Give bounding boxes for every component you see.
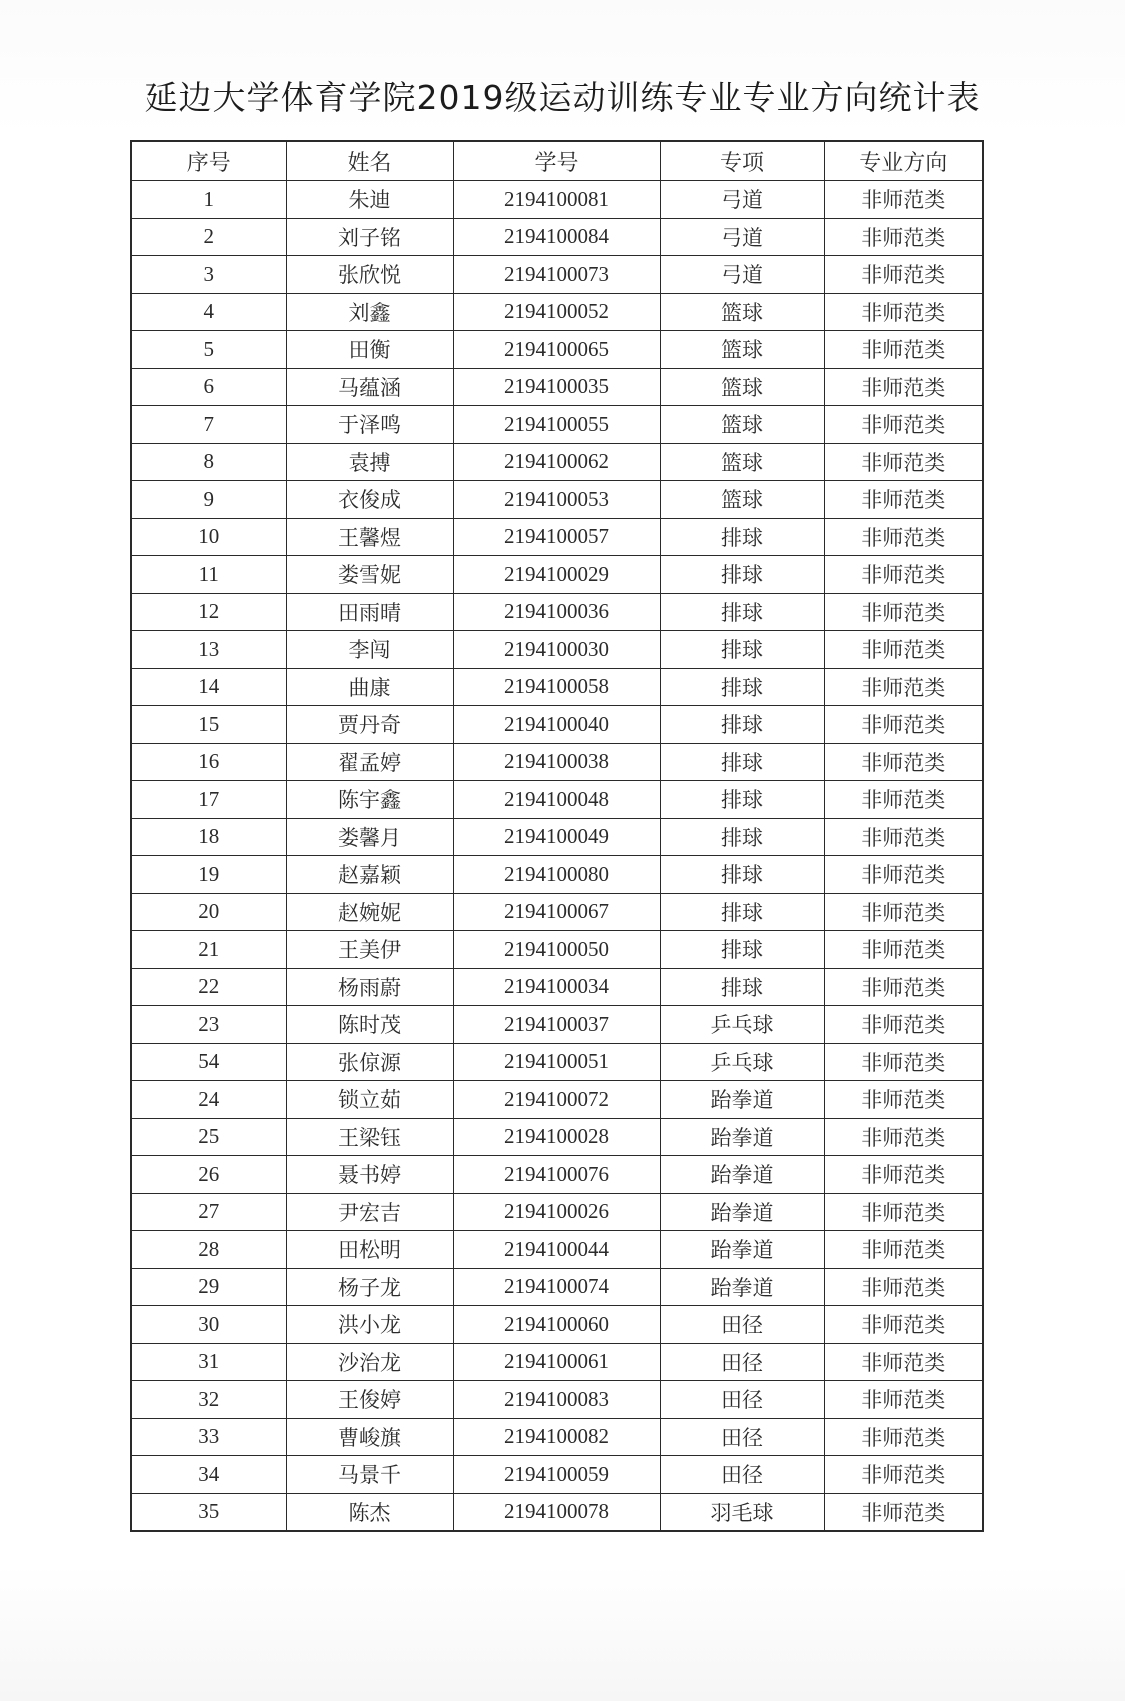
cell-student-id: 2194100083 [453, 1381, 660, 1419]
cell-index: 15 [131, 706, 286, 744]
table-row [131, 518, 983, 556]
cell-specialty: 弓道 [660, 256, 824, 294]
table-row [131, 1118, 983, 1156]
cell-index: 14 [131, 668, 286, 706]
header-student-id: 学号 [453, 141, 660, 181]
cell-name: 赵婉妮 [286, 893, 453, 931]
cell-name: 王梁钰 [286, 1118, 453, 1156]
cell-specialty: 田径 [660, 1381, 824, 1419]
cell-index: 18 [131, 818, 286, 856]
cell-specialty: 田径 [660, 1456, 824, 1494]
cell-index: 29 [131, 1268, 286, 1306]
cell-index: 31 [131, 1343, 286, 1381]
table-row [131, 1043, 983, 1081]
cell-direction: 非师范类 [824, 781, 983, 819]
cell-name: 袁搏 [286, 443, 453, 481]
cell-index: 4 [131, 293, 286, 331]
cell-direction: 非师范类 [824, 1006, 983, 1044]
cell-name: 田松明 [286, 1231, 453, 1269]
cell-student-id: 2194100053 [453, 481, 660, 519]
cell-student-id: 2194100049 [453, 818, 660, 856]
table-row [131, 1006, 983, 1044]
table-row [131, 181, 983, 219]
cell-student-id: 2194100028 [453, 1118, 660, 1156]
cell-specialty: 弓道 [660, 181, 824, 219]
cell-direction: 非师范类 [824, 743, 983, 781]
table-row [131, 481, 983, 519]
cell-name: 娄馨月 [286, 818, 453, 856]
cell-index: 10 [131, 518, 286, 556]
cell-name: 马景千 [286, 1456, 453, 1494]
cell-student-id: 2194100034 [453, 968, 660, 1006]
cell-name: 张欣悦 [286, 256, 453, 294]
cell-index: 1 [131, 181, 286, 219]
cell-direction: 非师范类 [824, 1043, 983, 1081]
cell-direction: 非师范类 [824, 1456, 983, 1494]
cell-name: 赵嘉颖 [286, 856, 453, 894]
cell-index: 22 [131, 968, 286, 1006]
cell-index: 17 [131, 781, 286, 819]
cell-specialty: 排球 [660, 631, 824, 669]
cell-index: 13 [131, 631, 286, 669]
cell-name: 马蕴涵 [286, 368, 453, 406]
cell-name: 田衡 [286, 331, 453, 369]
cell-direction: 非师范类 [824, 668, 983, 706]
cell-direction: 非师范类 [824, 218, 983, 256]
cell-student-id: 2194100084 [453, 218, 660, 256]
cell-student-id: 2194100082 [453, 1418, 660, 1456]
table-row [131, 1231, 983, 1269]
cell-specialty: 篮球 [660, 293, 824, 331]
cell-name: 张倞源 [286, 1043, 453, 1081]
table-row [131, 1193, 983, 1231]
cell-direction: 非师范类 [824, 818, 983, 856]
cell-specialty: 跆拳道 [660, 1268, 824, 1306]
cell-specialty: 排球 [660, 968, 824, 1006]
cell-name: 刘子铭 [286, 218, 453, 256]
cell-index: 33 [131, 1418, 286, 1456]
table-row [131, 556, 983, 594]
cell-name: 洪小龙 [286, 1306, 453, 1344]
cell-name: 衣俊成 [286, 481, 453, 519]
cell-name: 聂书婷 [286, 1156, 453, 1194]
cell-name: 于泽鸣 [286, 406, 453, 444]
table-row [131, 1306, 983, 1344]
cell-student-id: 2194100055 [453, 406, 660, 444]
cell-specialty: 田径 [660, 1343, 824, 1381]
statistics-table [130, 140, 984, 1532]
cell-student-id: 2194100065 [453, 331, 660, 369]
cell-student-id: 2194100080 [453, 856, 660, 894]
cell-student-id: 2194100051 [453, 1043, 660, 1081]
cell-specialty: 跆拳道 [660, 1193, 824, 1231]
cell-direction: 非师范类 [824, 481, 983, 519]
cell-student-id: 2194100057 [453, 518, 660, 556]
cell-direction: 非师范类 [824, 1193, 983, 1231]
cell-specialty: 跆拳道 [660, 1118, 824, 1156]
cell-name: 刘鑫 [286, 293, 453, 331]
table-row [131, 968, 983, 1006]
table-row [131, 668, 983, 706]
cell-name: 陈宇鑫 [286, 781, 453, 819]
cell-specialty: 排球 [660, 593, 824, 631]
cell-name: 杨雨蔚 [286, 968, 453, 1006]
header-name: 姓名 [286, 141, 453, 181]
table-row [131, 631, 983, 669]
cell-direction: 非师范类 [824, 1268, 983, 1306]
cell-specialty: 弓道 [660, 218, 824, 256]
cell-direction: 非师范类 [824, 1306, 983, 1344]
cell-direction: 非师范类 [824, 593, 983, 631]
cell-specialty: 排球 [660, 743, 824, 781]
cell-index: 2 [131, 218, 286, 256]
cell-student-id: 2194100040 [453, 706, 660, 744]
table-row [131, 256, 983, 294]
cell-student-id: 2194100078 [453, 1493, 660, 1531]
cell-name: 王馨煜 [286, 518, 453, 556]
statistics-table-container [130, 140, 982, 1532]
cell-direction: 非师范类 [824, 256, 983, 294]
cell-specialty: 排球 [660, 518, 824, 556]
cell-direction: 非师范类 [824, 443, 983, 481]
table-row [131, 706, 983, 744]
cell-index: 11 [131, 556, 286, 594]
table-row [131, 293, 983, 331]
table-row [131, 331, 983, 369]
cell-direction: 非师范类 [824, 368, 983, 406]
cell-student-id: 2194100052 [453, 293, 660, 331]
cell-specialty: 篮球 [660, 331, 824, 369]
cell-index: 26 [131, 1156, 286, 1194]
cell-specialty: 排球 [660, 706, 824, 744]
table-row [131, 1343, 983, 1381]
cell-specialty: 排球 [660, 893, 824, 931]
cell-index: 20 [131, 893, 286, 931]
cell-direction: 非师范类 [824, 856, 983, 894]
cell-name: 王俊婷 [286, 1381, 453, 1419]
cell-student-id: 2194100026 [453, 1193, 660, 1231]
cell-index: 12 [131, 593, 286, 631]
cell-index: 32 [131, 1381, 286, 1419]
table-body [131, 181, 983, 1532]
cell-student-id: 2194100050 [453, 931, 660, 969]
cell-specialty: 篮球 [660, 481, 824, 519]
cell-student-id: 2194100081 [453, 181, 660, 219]
cell-index: 27 [131, 1193, 286, 1231]
cell-student-id: 2194100076 [453, 1156, 660, 1194]
cell-specialty: 篮球 [660, 368, 824, 406]
cell-index: 21 [131, 931, 286, 969]
cell-direction: 非师范类 [824, 1381, 983, 1419]
cell-index: 30 [131, 1306, 286, 1344]
cell-index: 24 [131, 1081, 286, 1119]
cell-name: 曲康 [286, 668, 453, 706]
cell-direction: 非师范类 [824, 1118, 983, 1156]
table-row [131, 743, 983, 781]
cell-name: 王美伊 [286, 931, 453, 969]
header-specialty: 专项 [660, 141, 824, 181]
cell-student-id: 2194100035 [453, 368, 660, 406]
cell-student-id: 2194100072 [453, 1081, 660, 1119]
table-row [131, 1418, 983, 1456]
cell-name: 贾丹奇 [286, 706, 453, 744]
cell-index: 6 [131, 368, 286, 406]
cell-student-id: 2194100058 [453, 668, 660, 706]
cell-direction: 非师范类 [824, 181, 983, 219]
table-row [131, 406, 983, 444]
cell-student-id: 2194100074 [453, 1268, 660, 1306]
table-row [131, 218, 983, 256]
cell-name: 朱迪 [286, 181, 453, 219]
page-title: 延边大学体育学院2019级运动训练专业专业方向统计表 [144, 78, 981, 117]
cell-direction: 非师范类 [824, 1081, 983, 1119]
cell-name: 翟孟婷 [286, 743, 453, 781]
cell-specialty: 排球 [660, 931, 824, 969]
cell-student-id: 2194100036 [453, 593, 660, 631]
cell-name: 陈杰 [286, 1493, 453, 1531]
table-row [131, 1268, 983, 1306]
cell-specialty: 乒乓球 [660, 1006, 824, 1044]
table-row [131, 1456, 983, 1494]
cell-name: 李闯 [286, 631, 453, 669]
cell-index: 7 [131, 406, 286, 444]
cell-student-id: 2194100038 [453, 743, 660, 781]
cell-specialty: 田径 [660, 1306, 824, 1344]
cell-index: 34 [131, 1456, 286, 1494]
table-row [131, 781, 983, 819]
cell-student-id: 2194100067 [453, 893, 660, 931]
cell-direction: 非师范类 [824, 931, 983, 969]
cell-name: 尹宏吉 [286, 1193, 453, 1231]
table-row [131, 1493, 983, 1531]
cell-student-id: 2194100030 [453, 631, 660, 669]
cell-direction: 非师范类 [824, 406, 983, 444]
cell-specialty: 乒乓球 [660, 1043, 824, 1081]
cell-index: 35 [131, 1493, 286, 1531]
cell-direction: 非师范类 [824, 1231, 983, 1269]
cell-specialty: 排球 [660, 556, 824, 594]
cell-index: 19 [131, 856, 286, 894]
cell-student-id: 2194100044 [453, 1231, 660, 1269]
cell-specialty: 篮球 [660, 443, 824, 481]
cell-direction: 非师范类 [824, 293, 983, 331]
cell-student-id: 2194100048 [453, 781, 660, 819]
cell-index: 3 [131, 256, 286, 294]
table-row [131, 593, 983, 631]
table-header-row [131, 141, 983, 181]
cell-index: 16 [131, 743, 286, 781]
table-row [131, 368, 983, 406]
cell-direction: 非师范类 [824, 1343, 983, 1381]
table-row [131, 856, 983, 894]
cell-name: 沙治龙 [286, 1343, 453, 1381]
cell-direction: 非师范类 [824, 1493, 983, 1531]
cell-index: 28 [131, 1231, 286, 1269]
cell-student-id: 2194100059 [453, 1456, 660, 1494]
cell-index: 23 [131, 1006, 286, 1044]
table-row [131, 1156, 983, 1194]
cell-student-id: 2194100073 [453, 256, 660, 294]
table-row [131, 893, 983, 931]
table-row [131, 1081, 983, 1119]
cell-index: 8 [131, 443, 286, 481]
cell-direction: 非师范类 [824, 518, 983, 556]
cell-index: 5 [131, 331, 286, 369]
cell-name: 曹峻旗 [286, 1418, 453, 1456]
table-row [131, 931, 983, 969]
cell-direction: 非师范类 [824, 631, 983, 669]
header-index: 序号 [131, 141, 286, 181]
cell-direction: 非师范类 [824, 893, 983, 931]
cell-student-id: 2194100037 [453, 1006, 660, 1044]
table-row [131, 443, 983, 481]
cell-name: 娄雪妮 [286, 556, 453, 594]
cell-student-id: 2194100061 [453, 1343, 660, 1381]
cell-specialty: 羽毛球 [660, 1493, 824, 1531]
cell-index: 25 [131, 1118, 286, 1156]
cell-specialty: 田径 [660, 1418, 824, 1456]
cell-specialty: 跆拳道 [660, 1231, 824, 1269]
cell-specialty: 排球 [660, 668, 824, 706]
cell-specialty: 排球 [660, 856, 824, 894]
cell-name: 锁立茹 [286, 1081, 453, 1119]
cell-direction: 非师范类 [824, 556, 983, 594]
cell-direction: 非师范类 [824, 331, 983, 369]
cell-direction: 非师范类 [824, 968, 983, 1006]
cell-specialty: 排球 [660, 781, 824, 819]
cell-name: 田雨晴 [286, 593, 453, 631]
cell-index: 9 [131, 481, 286, 519]
cell-index: 54 [131, 1043, 286, 1081]
table-row [131, 1381, 983, 1419]
cell-direction: 非师范类 [824, 1156, 983, 1194]
cell-student-id: 2194100060 [453, 1306, 660, 1344]
cell-specialty: 跆拳道 [660, 1081, 824, 1119]
cell-student-id: 2194100062 [453, 443, 660, 481]
cell-direction: 非师范类 [824, 706, 983, 744]
cell-name: 陈时茂 [286, 1006, 453, 1044]
table-row [131, 818, 983, 856]
cell-name: 杨子龙 [286, 1268, 453, 1306]
cell-direction: 非师范类 [824, 1418, 983, 1456]
cell-specialty: 篮球 [660, 406, 824, 444]
header-direction: 专业方向 [824, 141, 983, 181]
cell-specialty: 跆拳道 [660, 1156, 824, 1194]
cell-specialty: 排球 [660, 818, 824, 856]
cell-student-id: 2194100029 [453, 556, 660, 594]
